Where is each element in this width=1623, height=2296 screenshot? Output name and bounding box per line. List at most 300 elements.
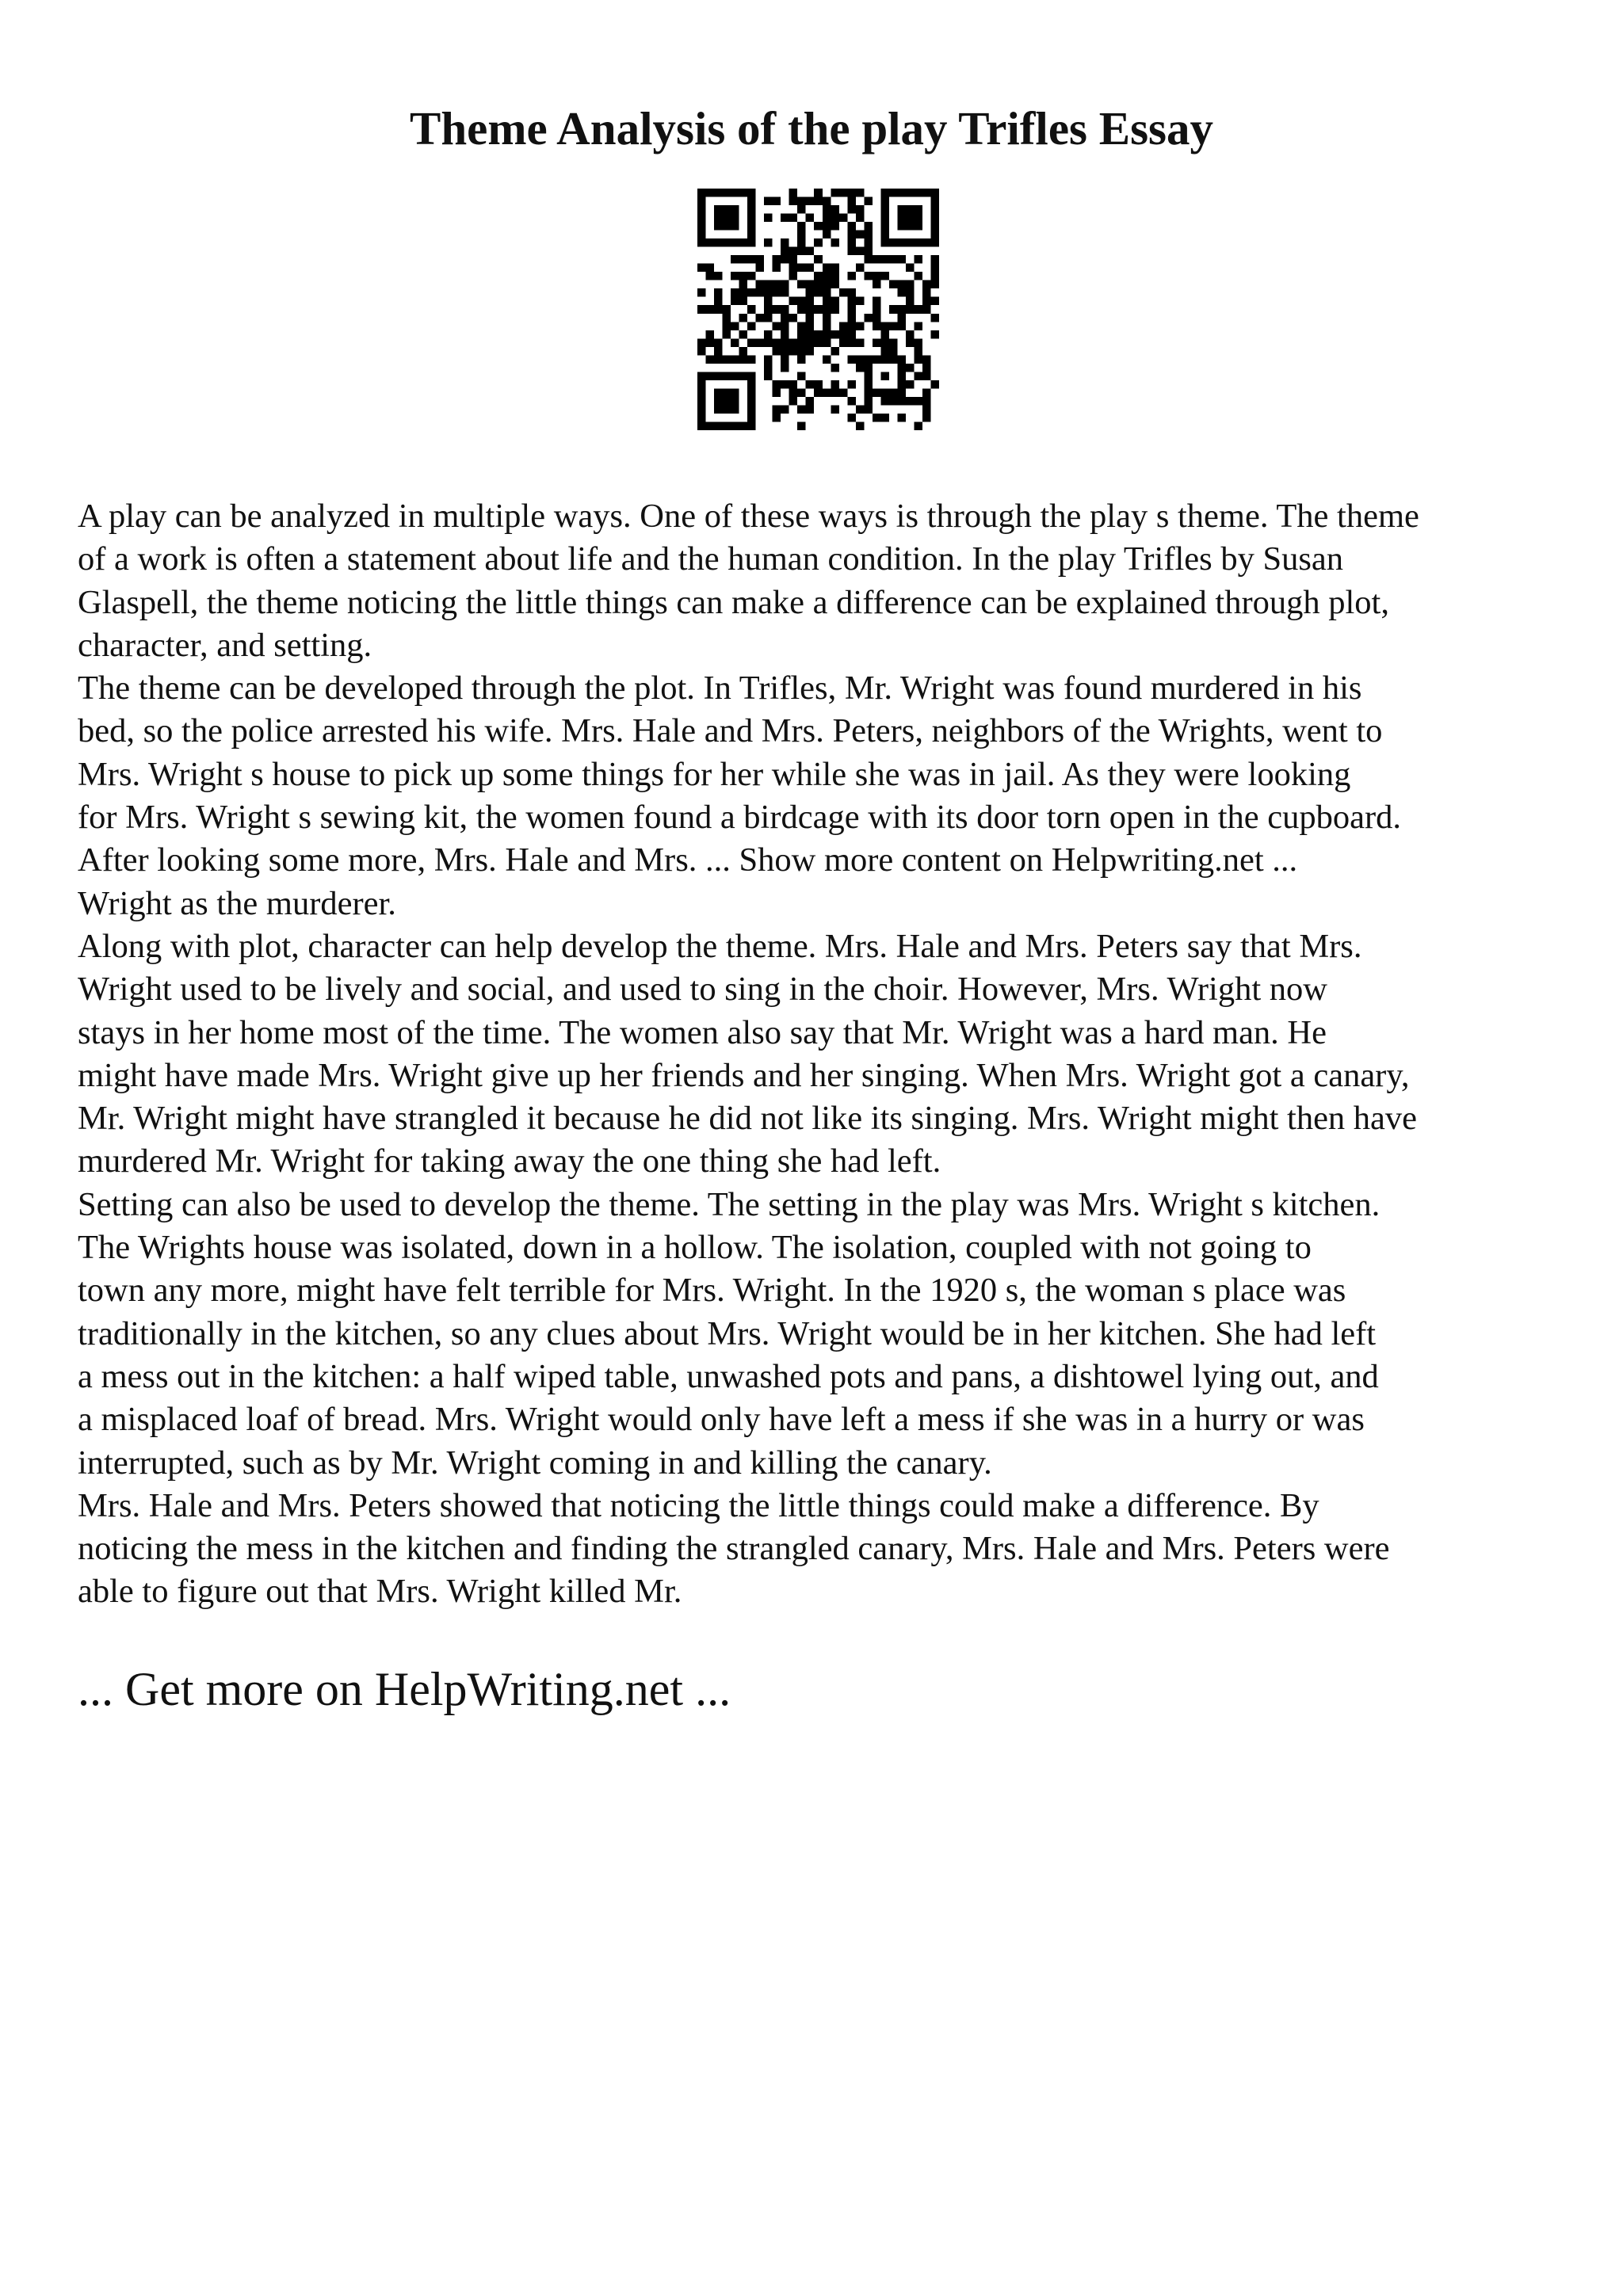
qr-module [747,305,756,314]
qr-module [847,380,856,389]
qr-module [897,414,906,422]
qr-module [797,421,806,430]
qr-module [930,330,939,339]
qr-module [889,238,898,247]
qr-module [897,314,906,322]
qr-module [764,314,773,322]
qr-module [823,314,831,322]
qr-module [731,222,739,231]
qr-module [831,222,839,231]
qr-module [764,214,773,223]
qr-module [706,264,715,273]
qr-module [739,288,748,297]
essay-line: traditionally in the kitchen, so any clues about Mrs. Wright would be in her kitchen. She had left [78,1314,1377,1352]
qr-module [706,305,715,314]
qr-module [797,297,806,306]
qr-module [922,288,931,297]
show-more-line[interactable]: After looking some more, Mrs. Hale and Mrs. ... Show more content on Helpwriting.net ... [78,841,1298,879]
qr-module [764,372,773,380]
qr-module [831,305,839,314]
qr-module [723,305,731,314]
qr-module [831,272,839,280]
qr-module [697,372,706,380]
qr-module [731,189,739,197]
qr-module [731,372,739,380]
qr-module [773,405,781,414]
qr-module [880,231,889,239]
qr-module [897,388,906,397]
qr-module [806,338,815,347]
qr-module [889,347,898,356]
qr-module [847,397,856,406]
qr-module [873,414,881,422]
qr-module [880,238,889,247]
qr-module [922,189,931,197]
qr-module [897,380,906,389]
qr-module [930,264,939,273]
qr-module [706,272,715,280]
qr-module [889,355,898,364]
qr-module [906,330,915,339]
qr-module [864,372,873,380]
essay-line: bed, so the police arrested his wife. Mrs. Hale and Mrs. Peters, neighbors of the Wrights, went to [78,712,1383,750]
qr-module [747,222,756,231]
qr-module [880,197,889,206]
qr-module [930,297,939,306]
qr-module [731,255,739,264]
qr-module [897,288,906,297]
qr-module [797,338,806,347]
qr-module [823,322,831,330]
essay-line: of a work is often a statement about life and the human condition. In the play Trifles by Susan [78,540,1343,578]
qr-module [873,305,881,314]
qr-module [747,205,756,214]
qr-module [864,222,873,231]
qr-module [847,338,856,347]
qr-module [714,297,723,306]
qr-module [906,214,915,223]
essay-line: might have made Mrs. Wright give up her friends and her singing. When Mrs. Wright got a canary, [78,1056,1410,1094]
qr-module [880,397,889,406]
qr-module [806,380,815,389]
qr-module [856,297,865,306]
qr-module [773,255,781,264]
qr-module [789,314,798,322]
qr-module [823,264,831,273]
qr-module [773,414,781,422]
qr-module [873,338,881,347]
qr-module [806,397,815,406]
qr-module [806,347,815,356]
qr-module [814,197,823,206]
qr-module [897,222,906,231]
qr-module [714,189,723,197]
qr-module [697,305,706,314]
qr-module [747,372,756,380]
qr-module [773,280,781,289]
qr-module [847,314,856,322]
qr-module [922,305,931,314]
get-more-link[interactable]: ... Get more on HelpWriting.net ... [78,1663,731,1715]
qr-module [847,205,856,214]
qr-module [922,372,931,380]
qr-module [856,214,865,223]
qr-module [747,197,756,206]
qr-module [739,372,748,380]
qr-module [897,214,906,223]
qr-module [823,231,831,239]
qr-module [739,330,748,339]
qr-module [873,280,881,289]
qr-module [831,264,839,273]
qr-module [839,214,848,223]
qr-module [697,288,706,297]
qr-module [814,238,823,247]
qr-module [747,288,756,297]
qr-module [873,322,881,330]
qr-module [914,305,922,314]
qr-module [930,380,939,389]
qr-module [914,372,922,380]
qr-module [897,372,906,380]
qr-module [914,322,922,330]
qr-module [739,347,748,356]
qr-module [781,355,789,364]
qr-module [723,330,731,339]
qr-module [897,355,906,364]
qr-module [814,388,823,397]
qr-module [797,305,806,314]
qr-module [706,421,715,430]
qr-module [814,189,823,197]
qr-module [714,347,723,356]
qr-module [914,222,922,231]
qr-module [806,288,815,297]
essay-line: Mrs. Hale and Mrs. Peters showed that noticing the little things could make a difference. By [78,1486,1319,1524]
qr-module [697,338,706,347]
qr-module [789,297,798,306]
essay-line: The theme can be developed through the plot. In Trifles, Mr. Wright was found murdered in his [78,669,1362,707]
qr-module [781,305,789,314]
qr-module [781,288,789,297]
qr-module [723,372,731,380]
qr-module [747,238,756,247]
qr-module [697,189,706,197]
qr-module [847,247,856,256]
qr-module [764,197,773,206]
qr-module [914,238,922,247]
qr-module [789,388,798,397]
qr-module [789,272,798,280]
qr-module [706,338,715,347]
qr-module [847,272,856,280]
qr-module [723,205,731,214]
qr-module [864,405,873,414]
qr-module [781,338,789,347]
qr-module [697,388,706,397]
qr-module [880,355,889,364]
qr-module [697,397,706,406]
qr-module [797,222,806,231]
qr-module [806,280,815,289]
qr-module [930,205,939,214]
qr-module [789,347,798,356]
qr-module [773,288,781,297]
qr-module [922,397,931,406]
qr-module [897,255,906,264]
qr-module [756,280,765,289]
qr-module [873,272,881,280]
qr-module [789,197,798,206]
qr-module [914,255,922,264]
qr-module [773,305,781,314]
qr-module [880,388,889,397]
qr-module [747,189,756,197]
qr-module [697,421,706,430]
qr-module [739,255,748,264]
qr-module [856,205,865,214]
qr-module [823,355,831,364]
qr-module [930,214,939,223]
qr-module [781,322,789,330]
qr-module [806,214,815,223]
qr-module [823,197,831,206]
essay-line: a mess out in the kitchen: a half wiped table, unwashed pots and pans, a dishtowel lying out, and [78,1357,1379,1395]
qr-module [880,347,889,356]
qr-module [847,305,856,314]
qr-module [773,338,781,347]
qr-module [797,405,806,414]
qr-module [789,397,798,406]
qr-module [789,189,798,197]
qr-module [880,322,889,330]
qr-module [823,214,831,223]
qr-module [864,364,873,372]
qr-module [880,372,889,380]
qr-module [797,372,806,380]
qr-module [814,305,823,314]
qr-module [814,255,823,264]
qr-module [831,189,839,197]
qr-module [806,297,815,306]
qr-module [864,314,873,322]
qr-module [756,264,765,273]
qr-module [839,338,848,347]
qr-module [697,214,706,223]
qr-module [847,197,856,206]
qr-module [789,214,798,223]
essay-line: Mrs. Wright s house to pick up some things for her while she was in jail. As they were looking [78,755,1351,793]
essay-line: noticing the mess in the kitchen and finding the strangled canary, Mrs. Hale and Mrs. Peters were [78,1530,1390,1568]
qr-module [889,388,898,397]
qr-module [731,205,739,214]
qr-module [914,338,922,347]
qr-module [839,330,848,339]
qr-module [739,189,748,197]
qr-module [797,247,806,256]
qr-module [773,264,781,273]
qr-module [731,297,739,306]
qr-module [914,214,922,223]
qr-module [747,414,756,422]
qr-module [922,364,931,372]
qr-module [706,355,715,364]
qr-module [806,314,815,322]
qr-module [906,305,915,314]
qr-module [723,214,731,223]
qr-module [839,388,848,397]
qr-module [889,338,898,347]
qr-module [914,272,922,280]
qr-module [856,189,865,197]
qr-module [714,405,723,414]
qr-module [814,280,823,289]
qr-module [823,297,831,306]
qr-module [723,322,731,330]
qr-module [806,264,815,273]
qr-module [880,330,889,339]
qr-module [922,280,931,289]
qr-module [697,405,706,414]
qr-module [781,314,789,322]
qr-module [723,397,731,406]
qr-module [773,197,781,206]
qr-module [864,231,873,239]
qr-module [873,355,881,364]
qr-module [773,347,781,356]
qr-module [731,338,739,347]
qr-module [847,189,856,197]
essay-line: a misplaced loaf of bread. Mrs. Wright would only have left a mess if she was in a hurry or was [78,1401,1365,1439]
qr-module [781,280,789,289]
qr-module [706,372,715,380]
qr-module [731,388,739,397]
qr-module [806,197,815,206]
qr-module [797,330,806,339]
qr-module [806,330,815,339]
qr-module [781,347,789,356]
qr-module [764,297,773,306]
qr-module [906,297,915,306]
qr-module [806,247,815,256]
essay-line: able to figure out that Mrs. Wright killed Mr. [78,1573,682,1611]
qr-module [739,355,748,364]
qr-module [856,364,865,372]
qr-module [906,205,915,214]
qr-module [847,231,856,239]
qr-module [889,189,898,197]
qr-module [831,280,839,289]
qr-module [823,272,831,280]
qr-module [747,380,756,389]
qr-module [697,380,706,389]
qr-module [764,280,773,289]
essay-line: Along with plot, character can help develop the theme. Mrs. Hale and Mrs. Peters say that Mrs. [78,927,1362,965]
qr-module [864,255,873,264]
qr-module [781,238,789,247]
qr-module [714,288,723,297]
qr-module [897,305,906,314]
qr-module [731,397,739,406]
qr-module [831,380,839,389]
qr-module [856,338,865,347]
qr-module [747,214,756,223]
qr-module [889,255,898,264]
qr-module [714,222,723,231]
qr-module [823,330,831,339]
qr-module [773,388,781,397]
qr-module [806,405,815,414]
qr-module [714,421,723,430]
qr-module [906,264,915,273]
qr-module [747,405,756,414]
qr-module [914,421,922,430]
qr-module [906,364,915,372]
qr-module [814,288,823,297]
qr-module [731,421,739,430]
qr-module [781,247,789,256]
qr-code-icon[interactable] [697,189,939,430]
qr-module [764,364,773,372]
qr-module [906,338,915,347]
qr-module [856,421,865,430]
qr-module [714,305,723,314]
qr-module [797,388,806,397]
qr-module [747,355,756,364]
qr-module [831,388,839,397]
qr-module [739,272,748,280]
qr-module [930,197,939,206]
essay-line: murdered Mr. Wright for taking away the one thing she had left. [78,1142,941,1180]
qr-module [697,197,706,206]
qr-module [756,338,765,347]
qr-module [739,238,748,247]
qr-module [889,280,898,289]
qr-module [847,414,856,422]
qr-module [864,388,873,397]
qr-module [856,322,865,330]
qr-module [847,297,856,306]
qr-module [930,255,939,264]
qr-module [823,338,831,347]
qr-module [773,380,781,389]
qr-module [839,322,848,330]
qr-module [747,272,756,280]
qr-module [914,205,922,214]
qr-module [831,405,839,414]
qr-module [914,355,922,364]
qr-module [856,231,865,239]
qr-module [747,231,756,239]
qr-module [906,380,915,389]
qr-module [864,380,873,389]
qr-module [889,397,898,406]
qr-module [880,414,889,422]
qr-module [756,255,765,264]
qr-module [739,314,748,322]
qr-module [781,380,789,389]
qr-module [764,355,773,364]
qr-module [797,205,806,214]
essay-line: Glaspell, the theme noticing the little things can make a difference can be explained through plot, [78,583,1389,621]
qr-module [723,355,731,364]
qr-module [906,189,915,197]
qr-module [889,305,898,314]
qr-module [706,330,715,339]
essay-line: town any more, might have felt terrible for Mrs. Wright. In the 1920 s, the woman s place was [78,1272,1346,1310]
qr-module [773,322,781,330]
qr-module [922,297,931,306]
